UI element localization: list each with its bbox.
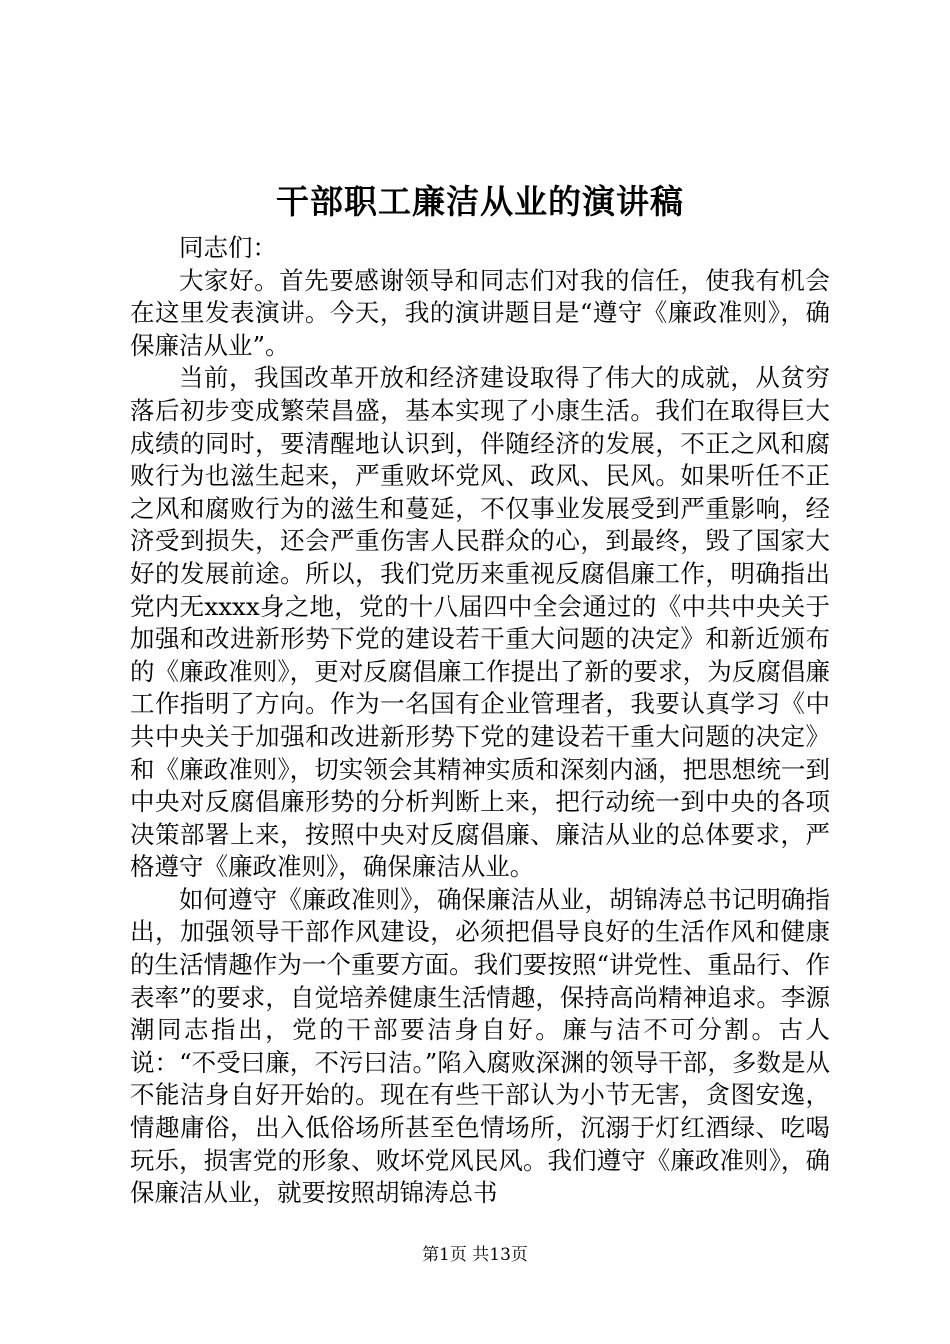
- document-title: 干部职工廉洁从业的演讲稿: [276, 182, 684, 221]
- paragraph-opening: 大家好。首先要感谢领导和同志们对我的信任，使我有机会在这里发表演讲。今天，我的演讲题目是“遵守《廉政准则》，确保廉洁从业”。: [130, 265, 830, 360]
- paragraph-how-to-comply: 如何遵守《廉政准则》，确保廉洁从业，胡锦涛总书记明确指出，加强领导干部作风建设，必须把倡导良好的生活作风和健康的生活情趣作为一个重要方面。我们要按照“讲党性、重品行、作表率”的要求，自觉培养健康生活情趣，保持高尚精神追求。李源潮同志指出，党的干部要洁身自好。廉与洁不可分割。古人说：“不受曰廉，不污曰洁。”陷入腐败深渊的领导干部，多数是从不能洁身自好开始的。现在有些干部认为小节无害，贪图安逸，情趣庸俗，出入低俗场所甚至色情场所，沉溺于灯红酒绿、吃喝玩乐，损害党的形象、败坏党风民风。我们遵守《廉政准则》，确保廉洁从业，就要按照胡锦涛总书: [130, 884, 830, 1208]
- document-body: [130, 232, 830, 1210]
- paragraph-greeting: 同志们：: [179, 233, 277, 262]
- paragraph-current-situation: 当前，我国改革开放和经济建设取得了伟大的成就，从贫穷落后初步变成繁荣昌盛，基本实现了小康生活。我们在取得巨大成绩的同时，要清醒地认识到，伴随经济的发展，不正之风和腐败行为也滋生起来，严重败坏党风、政风、民风。如果听任不正之风和腐败行为的滋生和蔓延，不仅事业发展受到严重影响，经济受到损失，还会严重伤害人民群众的心，到最终，毁了国家大好的发展前途。所以，我们党历来重视反腐倡廉工作，明确指出党内无xxxx身之地，党的十八届四中全会通过的《中共中央关于加强和改进新形势下党的建设若干重大问题的决定》和新近颁布的《廉政准则》，更对反腐倡廉工作提出了新的要求，为反腐倡廉工作指明了方向。作为一名国有企业管理者，我要认真学习《中共中央关于加强和改进新形势下党的建设若干重大问题的决定》和《廉政准则》，切实领会其精神实质和深刻内涵，把思想统一到中央对反腐倡廉形势的分析判断上来，把行动统一到中央的各项决策部署上来，按照中央对反腐倡廉、廉洁从业的总体要求，严格遵守《廉政准则》，确保廉洁从业。: [130, 363, 830, 882]
- page-number-footer: 第1页 共13页: [422, 1245, 528, 1265]
